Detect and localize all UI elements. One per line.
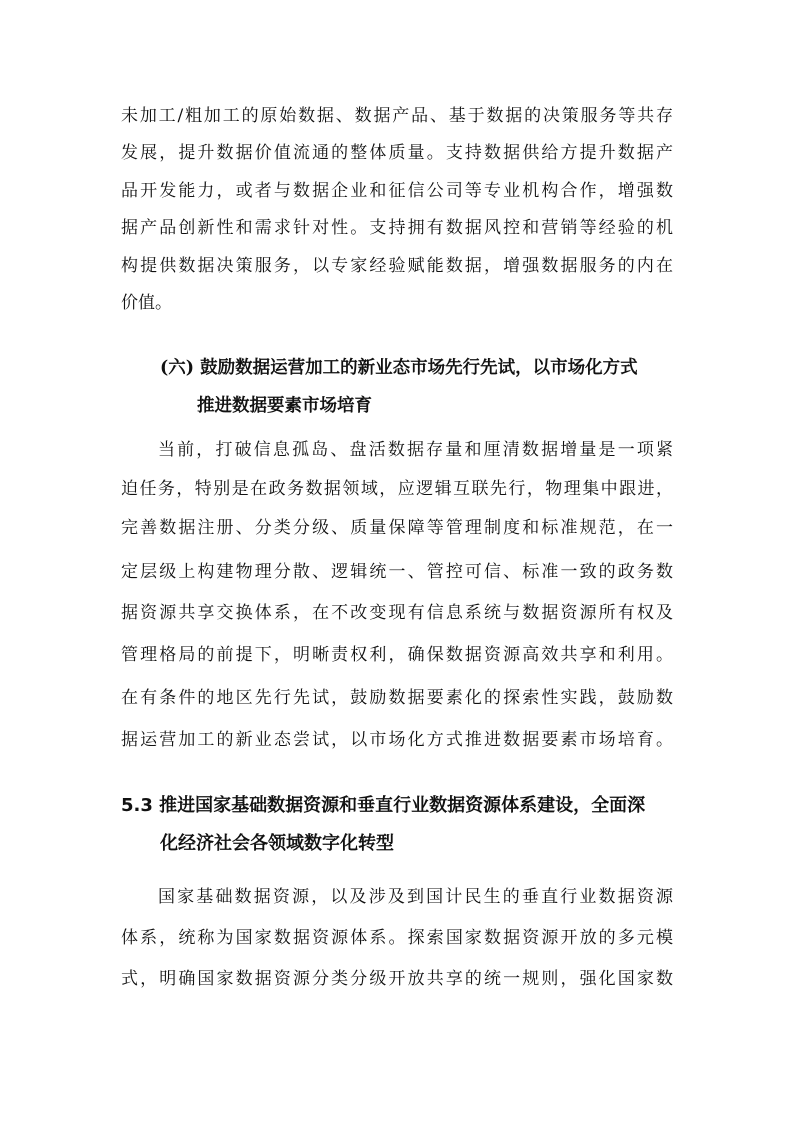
- paragraph2-line: 据运营加工的新业态尝试，以市场化方式推进数据要素市场培育。: [121, 730, 673, 750]
- chapter-heading-line1: 5.3 推进国家基础数据资源和垂直行业数据资源体系建设，全面深: [121, 795, 646, 816]
- paragraph1-line: 未加工/粗加工的原始数据、数据产品、基于数据的决策服务等共存: [121, 106, 673, 126]
- paragraph3-line: 式，明确国家数据资源分类分级开放共享的统一规则，强化国家数: [121, 969, 673, 989]
- paragraph1-line: 构提供数据决策服务，以专家经验赋能数据，增强数据服务的内在: [121, 256, 673, 276]
- section-heading-line2: 推进数据要素市场培育: [197, 396, 372, 416]
- paragraph2-line: 管理格局的前提下，明晰责权利，确保数据资源高效共享和利用。: [121, 645, 673, 665]
- paragraph2-line: 据资源共享交换体系，在不改变现有信息系统与数据资源所有权及: [121, 603, 673, 623]
- paragraph1-line: 价值。: [121, 293, 172, 313]
- paragraph3-line: 体系，统称为国家数据资源体系。探索国家数据资源开放的多元模: [121, 928, 673, 948]
- paragraph1-line: 据产品创新性和需求针对性。支持拥有数据风控和营销等经验的机: [121, 218, 673, 238]
- section-heading-line1: (六) 鼓励数据运营加工的新业态市场先行先试，以市场化方式: [160, 358, 638, 378]
- paragraph2-line: 定层级上构建物理分散、逻辑统一、管控可信、标准一致的政务数: [121, 562, 673, 582]
- paragraph2-line: 完善数据注册、分类分级、质量保障等管理制度和标准规范，在一: [121, 518, 673, 538]
- paragraph1-line: 发展，提升数据价值流通的整体质量。支持数据供给方提升数据产: [121, 143, 673, 163]
- paragraph2-line: 当前，打破信息孤岛、盘活数据存量和厘清数据增量是一项紧: [158, 440, 673, 460]
- chapter-heading-line2: 化经济社会各领域数字化转型: [160, 833, 394, 854]
- paragraph3-line: 国家基础数据资源，以及涉及到国计民生的垂直行业数据资源: [158, 887, 673, 907]
- paragraph2-line: 在有条件的地区先行先试，鼓励数据要素化的探索性实践，鼓励数: [121, 688, 673, 708]
- paragraph2-line: 迫任务，特别是在政务数据领域，应逻辑互联先行，物理集中跟进，: [121, 479, 673, 499]
- paragraph1-line: 品开发能力，或者与数据企业和征信公司等专业机构合作，增强数: [121, 181, 673, 201]
